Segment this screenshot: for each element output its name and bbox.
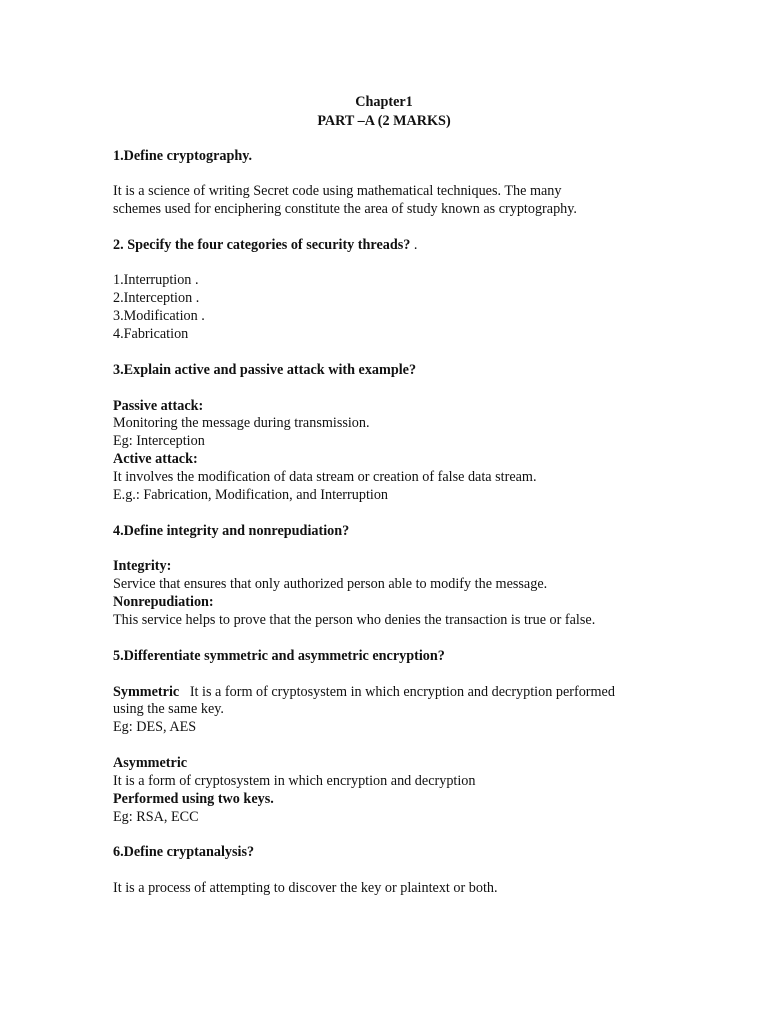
question-3: 3.Explain active and passive attack with example?	[113, 362, 417, 378]
integrity-heading: Integrity:	[113, 558, 172, 574]
active-attack-example: E.g.: Fabrication, Modification, and Interruption	[113, 487, 389, 503]
question-6: 6.Define cryptanalysis?	[113, 844, 255, 860]
list-item: 1.Interruption .	[113, 272, 199, 288]
nonrepudiation-text: This service helps to prove that the person who denies the transaction is true or false.	[113, 612, 596, 628]
symmetric-text: It is a form of cryptosystem in which encryption and decryption performed	[179, 684, 615, 700]
active-attack-heading: Active attack:	[113, 451, 198, 467]
q1-answer-line: schemes used for enciphering constitute the area of study known as cryptography.	[113, 201, 577, 217]
asymmetric-keys-text: Performed using two keys.	[113, 791, 274, 807]
chapter-title: Chapter1	[355, 94, 413, 110]
q6-answer: It is a process of attempting to discover the key or plaintext or both.	[113, 880, 498, 896]
asymmetric-heading: Asymmetric	[113, 755, 188, 771]
part-title: PART –A (2 MARKS)	[317, 113, 451, 129]
asymmetric-text: It is a form of cryptosystem in which encryption and decryption	[113, 773, 476, 789]
question-1: 1.Define cryptography.	[113, 148, 253, 164]
active-attack-text: It involves the modification of data stream or creation of false data stream.	[113, 469, 537, 485]
q1-answer-line: It is a science of writing Secret code using mathematical techniques. The many	[113, 183, 562, 199]
question-2-line	[113, 236, 417, 254]
question-5: 5.Differentiate symmetric and asymmetric encryption?	[113, 648, 445, 664]
question-4: 4.Define integrity and nonrepudiation?	[113, 523, 350, 539]
passive-attack-example: Eg: Interception	[113, 433, 205, 449]
symmetric-heading: Symmetric	[113, 684, 180, 700]
list-item: 2.Interception .	[113, 290, 200, 306]
nonrepudiation-heading: Nonrepudiation:	[113, 594, 214, 610]
list-item: 4.Fabrication	[113, 326, 189, 342]
question-2-suffix: .	[410, 237, 418, 253]
symmetric-line	[113, 683, 615, 701]
question-2: 2. Specify the four categories of security threads?	[113, 237, 411, 253]
passive-attack-heading: Passive attack:	[113, 398, 204, 414]
integrity-text: Service that ensures that only authorized person able to modify the message.	[113, 576, 548, 592]
symmetric-text-cont: using the same key.	[113, 701, 224, 717]
passive-attack-text: Monitoring the message during transmission.	[113, 415, 370, 431]
asymmetric-example: Eg: RSA, ECC	[113, 809, 199, 825]
list-item: 3.Modification .	[113, 308, 205, 324]
symmetric-example: Eg: DES, AES	[113, 719, 197, 735]
